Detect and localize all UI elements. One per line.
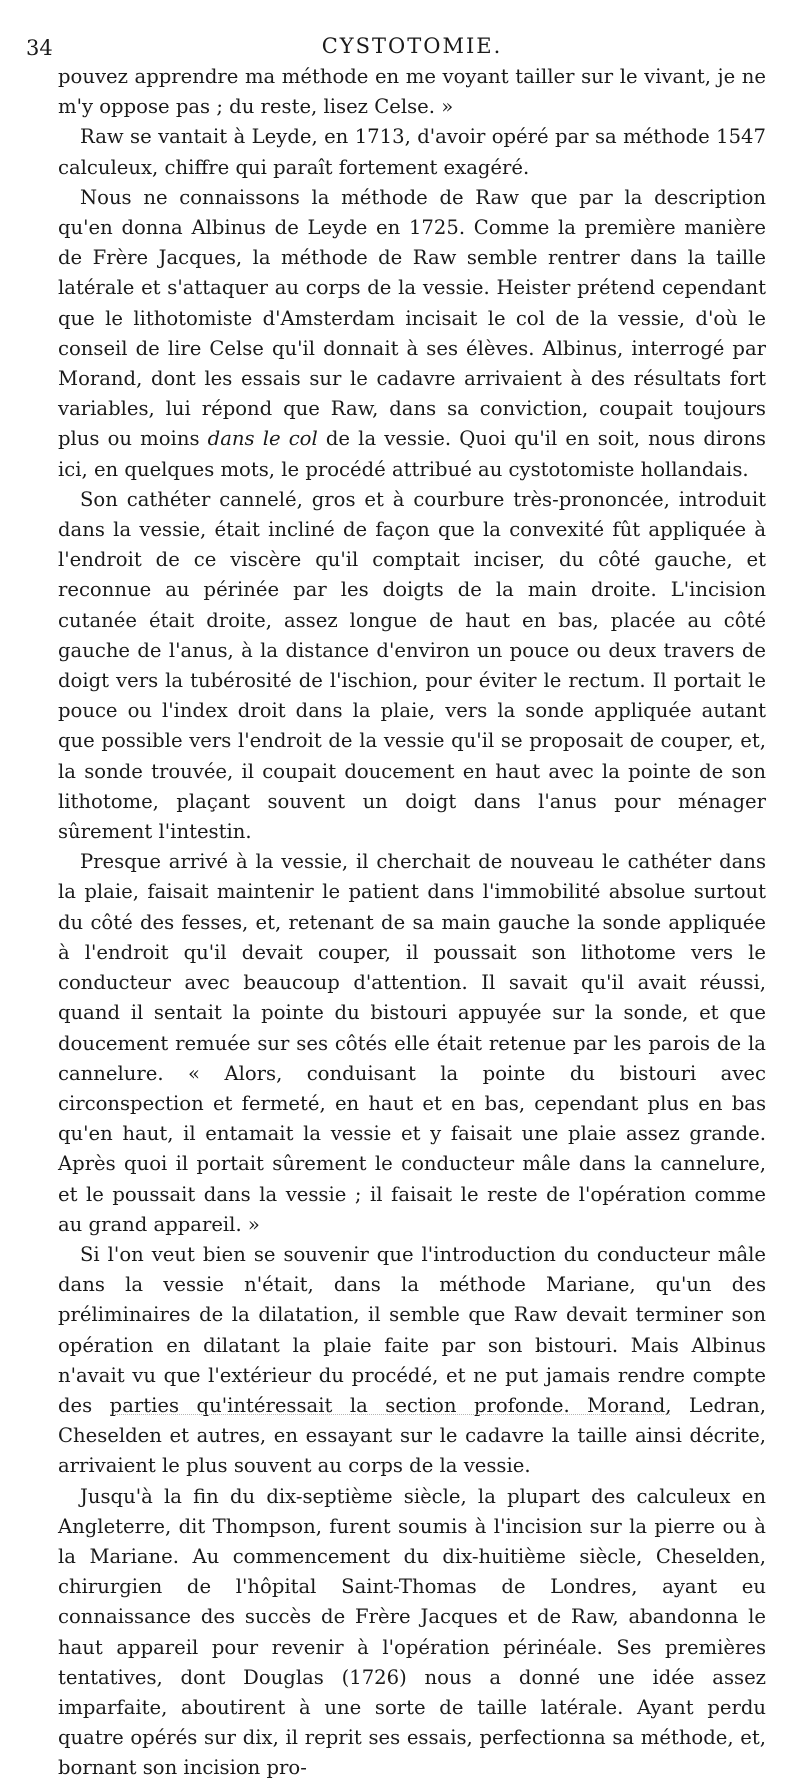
running-title: CYSTOTOMIE. xyxy=(321,34,503,58)
paragraph-3-text-before: Nous ne connaissons la méthode de Raw que par la description qu'en donna Albinus de Leyde en 1725. Comme la première manière de Frère Jacques, la méthode de Raw semble rentrer dans la taille latérale et s'attaquer au corps de la vessie. Heister prétend cependant que le lithotomiste d'Amsterdam incisait le col de la vessie, d'où le conseil de lire Celse qu'il donnait à ses élèves. Albinus, interrogé par Morand, dont les essais sur le cadavre arrivaient à des résultats fort variables, lui répond que Raw, dans sa conviction, coupait toujours plus ou moins xyxy=(58,185,766,451)
paragraph-1: pouvez apprendre ma méthode en me voyant tailler sur le vivant, je ne m'y oppose pas ; du reste, lisez Celse. » xyxy=(58,65,766,119)
scan-footer-artifact xyxy=(110,1414,670,1417)
paragraph-3-text-after: de la vessie. Quoi qu'il en soit, nous dirons ici, en quelques mots, le procédé attribué au cystotomiste hollandais. xyxy=(58,427,766,481)
book-page xyxy=(26,28,766,1784)
paragraph-6: Si l'on veut bien se souvenir que l'introduction du conducteur mâle dans la vessie n'était, dans la méthode Mariane, qu'un des préliminaires de la dilatation, il semble que Raw devait terminer son opération en dilatant la plaie faite par son bistouri. Mais Albinus n'avait vu que l'extérieur du procédé, et ne put jamais rendre compte des parties qu'intéressait la section profonde. Morand, Ledran, Cheselden et autres, en essayant sur le cadavre la taille ainsi décrite, arrivaient le plus souvent au corps de la vessie. xyxy=(58,1242,766,1478)
paragraph-7: Jusqu'à la fin du dix-septième siècle, la plupart des calculeux en Angleterre, dit Thompson, furent soumis à l'incision sur la pierre ou à la Mariane. Au commencement du dix-huitième siècle, Cheselden, chirurgien de l'hôpital Saint-Thomas de Londres, ayant eu connaissance des succès de Frère Jacques et de Raw, abandonna le haut appareil pour revenir à l'opération périnéale. Ses premières tentatives, dont Douglas (1726) nous a donné une idée assez imparfaite, aboutirent à une sorte de taille latérale. Ayant perdu quatre opérés sur dix, il reprit ses essais, perfectionna sa méthode, et, bornant son incision pro- xyxy=(58,1484,766,1780)
paragraph-2: Raw se vantait à Leyde, en 1713, d'avoir opéré par sa méthode 1547 calculeux, chiffre qui paraît fortement exagéré. xyxy=(58,125,766,179)
paragraph-3 xyxy=(58,183,766,485)
body-text xyxy=(58,62,766,1784)
page-number: 34 xyxy=(26,36,53,60)
paragraph-4: Son cathéter cannelé, gros et à courbure très-prononcée, introduit dans la vessie, était incliné de façon que la convexité fût appliquée à l'endroit de ce viscère qu'il comptait inciser, du côté gauche, et reconnue au périnée par les doigts de la main droite. L'incision cutanée était droite, assez longue de haut en bas, placée au côté gauche de l'anus, à la distance d'environ un pouce ou deux travers de doigt vers la tubérosité de l'ischion, pour éviter le rectum. Il portait le pouce ou l'index droit dans la plaie, vers la sonde appliquée autant que possible vers l'endroit de la vessie qu'il se proposait de couper, et, la sonde trouvée, il coupait doucement en haut avec la pointe de son lithotome, plaçant souvent un doigt dans l'anus pour ménager sûrement l'intestin. xyxy=(58,487,766,844)
running-header xyxy=(26,28,766,62)
paragraph-5: Presque arrivé à la vessie, il cherchait de nouveau le cathéter dans la plaie, faisait maintenir le patient dans l'immobilité absolue surtout du côté des fesses, et, retenant de sa main gauche la sonde appliquée à l'endroit qu'il devait couper, il poussait son lithotome vers le conducteur avec beaucoup d'attention. Il savait qu'il avait réussi, quand il sentait la pointe du bistouri appuyée sur la sonde, et que doucement remuée sur ses côtés elle était retenue par les parois de la cannelure. « Alors, conduisant la pointe du bistouri avec circonspection et fermeté, en haut et en bas, cependant plus en bas qu'en haut, il entamait la vessie et y faisait une plaie assez grande. Après quoi il portait sûrement le conducteur mâle dans la cannelure, et le poussait dans la vessie ; il faisait le reste de l'opération comme au grand appareil. » xyxy=(58,850,766,1236)
paragraph-3-italic-phrase: dans le col xyxy=(207,427,318,451)
